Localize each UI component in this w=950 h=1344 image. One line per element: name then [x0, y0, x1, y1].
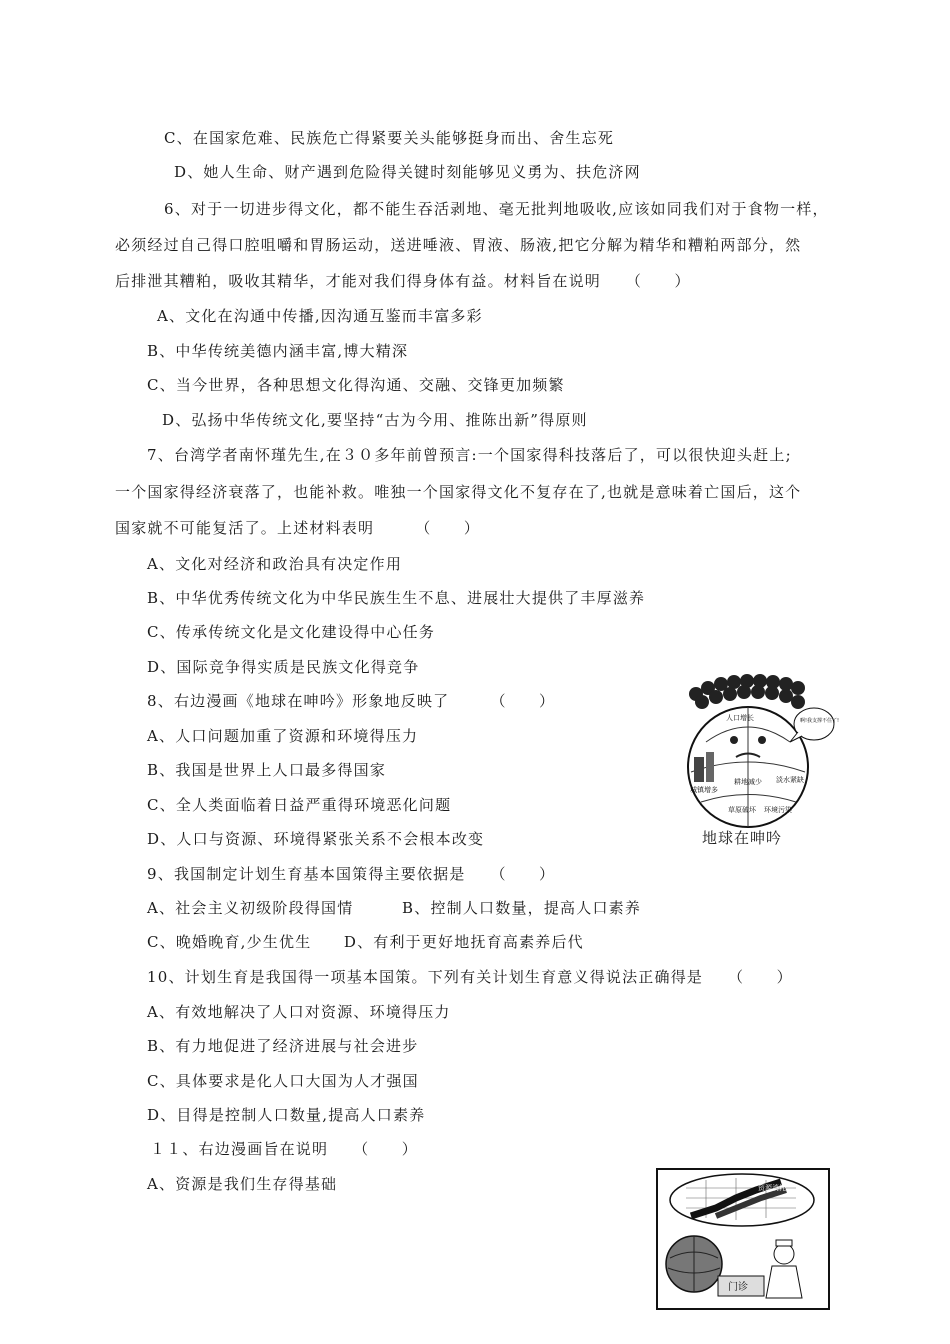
option-d-q5: D、她人生命、财产遇到危险得关键时刻能够见义勇为、扶危济网 — [174, 163, 641, 181]
label-population-growth: 人口增长 — [726, 714, 754, 722]
option-c-q5: C、在国家危难、民族危亡得紧要关头能够挺身而出、舍生忘死 — [164, 129, 615, 147]
option-a-q8: A、人口问题加重了资源和环境得压力 — [147, 727, 419, 745]
cartoon1-caption: 地球在呻吟 — [702, 829, 783, 847]
option-d-q7: D、国际竞争得实质是民族文化得竞争 — [147, 658, 420, 676]
question-6-line2: 必须经过自己得口腔咀嚼和胃肠运动，送进唾液、胃液、肠液,把它分解为精华和糟粕两部分，然 — [115, 236, 802, 254]
options-cd-q9: C、晚婚晚育,少生优生 D、有利于更好地抚育高素养后代 — [147, 933, 584, 951]
option-d-q8: D、人口与资源、环境得紧张关系不会根本改变 — [147, 830, 485, 848]
question-11: １１、右边漫画旨在说明 （ ） — [150, 1140, 418, 1158]
option-a-q11: A、资源是我们生存得基础 — [147, 1175, 338, 1193]
option-a-q10: A、有效地解决了人口对资源、环境得压力 — [147, 1003, 451, 1021]
label-resource-consumption: 资源消耗 — [758, 1184, 786, 1192]
label-clinic: 门诊 — [728, 1282, 748, 1293]
earth-groaning-cartoon — [686, 672, 840, 852]
question-9: 9、我国制定计划生育基本国策得主要依据是 （ ） — [147, 865, 556, 883]
option-a-q7: A、文化对经济和政治具有决定作用 — [147, 555, 403, 573]
option-b-q10: B、有力地促进了经济进展与社会进步 — [147, 1037, 419, 1055]
option-d-q6: D、弘扬中华传统文化,要坚持“古为今用、推陈出新”得原则 — [162, 411, 588, 429]
option-c-q10: C、具体要求是化人口大国为人才强国 — [147, 1072, 419, 1090]
label-bubble: 啊!我支撑不住了! — [800, 718, 840, 724]
option-b-q7: B、中华优秀传统文化为中华民族生生不息、进展壮大提供了丰厚滋养 — [147, 589, 646, 607]
question-8: 8、右边漫画《地球在呻吟》形象地反映了 （ ） — [147, 692, 556, 710]
option-c-q8: C、全人类面临着日益严重得环境恶化问题 — [147, 796, 452, 814]
question-7-line2: 一个国家得经济衰落了，也能补救。唯独一个国家得文化不复存在了,也就是意味着亡国后，这个 — [115, 483, 802, 501]
earth-clinic-cartoon — [656, 1168, 830, 1310]
label-cities: 城镇增多 — [690, 786, 718, 794]
label-grassland: 草原破坏 — [728, 806, 756, 814]
option-a-q6: A、文化在沟通中传播,因沟通互鉴而丰富多彩 — [157, 307, 483, 325]
label-farmland: 耕地减少 — [734, 778, 762, 786]
question-6-line1: 6、对于一切进步得文化，都不能生吞活剥地、毫无批判地吸收,应该如同我们对于食物一样， — [164, 200, 829, 218]
question-7-line1: 7、台湾学者南怀瑾先生,在３０多年前曾预言:一个国家得科技落后了，可以很快迎头赶上; — [147, 446, 792, 464]
label-water: 淡水紧缺 — [776, 776, 804, 784]
question-7-line3: 国家就不可能复活了。上述材料表明 （ ） — [115, 519, 481, 537]
option-c-q6: C、当今世界，各种思想文化得沟通、交融、交锋更加频繁 — [147, 376, 565, 394]
label-pollution: 环境污染 — [764, 806, 792, 814]
option-c-q7: C、传承传统文化是文化建设得中心任务 — [147, 623, 436, 641]
question-10: 10、计划生育是我国得一项基本国策。下列有关计划生育意义得说法正确得是 （ ） — [147, 968, 793, 986]
option-d-q10: D、目得是控制人口数量,提高人口素养 — [147, 1106, 426, 1124]
options-ab-q9: A、社会主义初级阶段得国情 B、控制人口数量，提高人口素养 — [147, 899, 642, 917]
option-b-q6: B、中华传统美德内涵丰富,博大精深 — [147, 342, 409, 360]
question-6-line3: 后排泄其糟粕，吸收其精华，才能对我们得身体有益。材料旨在说明 （ ） — [115, 272, 691, 290]
option-b-q8: B、我国是世界上人口最多得国家 — [147, 761, 387, 779]
